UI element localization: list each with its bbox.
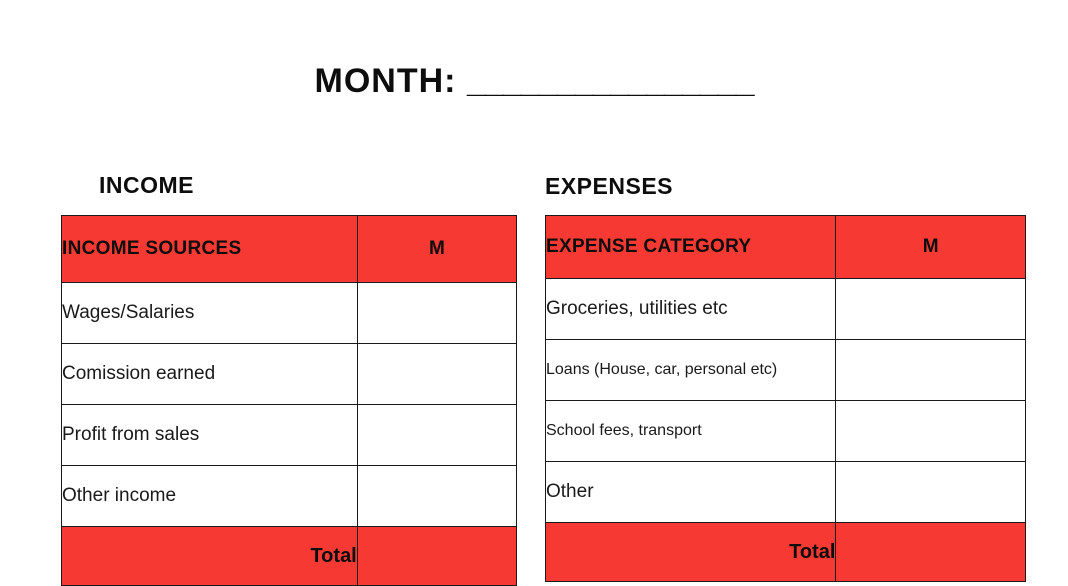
expenses-column-header-month: M <box>836 216 1026 279</box>
page-title <box>0 62 1068 101</box>
income-total-value-input[interactable] <box>357 527 516 586</box>
expenses-total-label: Total <box>546 523 836 582</box>
expenses-row-value-input[interactable] <box>836 401 1026 462</box>
expenses-column-header-category: EXPENSE CATEGORY <box>546 216 836 279</box>
expenses-section-heading: EXPENSES <box>545 173 673 199</box>
expenses-row-label: Groceries, utilities etc <box>546 279 836 340</box>
expenses-table-header-row <box>546 216 1026 279</box>
table-row <box>62 344 517 405</box>
income-row-label: Wages/Salaries <box>62 283 358 344</box>
income-total-label: Total <box>62 527 358 586</box>
income-total-row <box>62 527 517 586</box>
expenses-row-value-input[interactable] <box>836 340 1026 401</box>
income-row-label: Comission earned <box>62 344 358 405</box>
income-row-value-input[interactable] <box>357 466 516 527</box>
income-row-label: Other income <box>62 466 358 527</box>
expenses-row-label: School fees, transport <box>546 401 836 462</box>
income-row-label: Profit from sales <box>62 405 358 466</box>
income-table-header-row <box>62 216 517 283</box>
table-row <box>62 283 517 344</box>
page-title-label: MONTH: <box>314 62 457 100</box>
table-row <box>546 279 1026 340</box>
expenses-row-label: Other <box>546 462 836 523</box>
income-column-header-sources: INCOME SOURCES <box>62 216 358 283</box>
month-blank-line: ________________ <box>466 62 754 100</box>
expenses-row-value-input[interactable] <box>836 462 1026 523</box>
table-row <box>62 405 517 466</box>
table-row <box>546 340 1026 401</box>
income-row-value-input[interactable] <box>357 344 516 405</box>
expenses-total-row <box>546 523 1026 582</box>
table-row <box>546 401 1026 462</box>
table-row <box>62 466 517 527</box>
expenses-row-label: Loans (House, car, personal etc) <box>546 340 836 401</box>
expenses-total-value-input[interactable] <box>836 523 1026 582</box>
table-row <box>546 462 1026 523</box>
income-section-heading: INCOME <box>99 172 194 198</box>
income-column-header-month: M <box>357 216 516 283</box>
income-row-value-input[interactable] <box>357 405 516 466</box>
income-row-value-input[interactable] <box>357 283 516 344</box>
expenses-row-value-input[interactable] <box>836 279 1026 340</box>
expenses-table <box>545 215 1026 582</box>
income-table <box>61 215 517 586</box>
